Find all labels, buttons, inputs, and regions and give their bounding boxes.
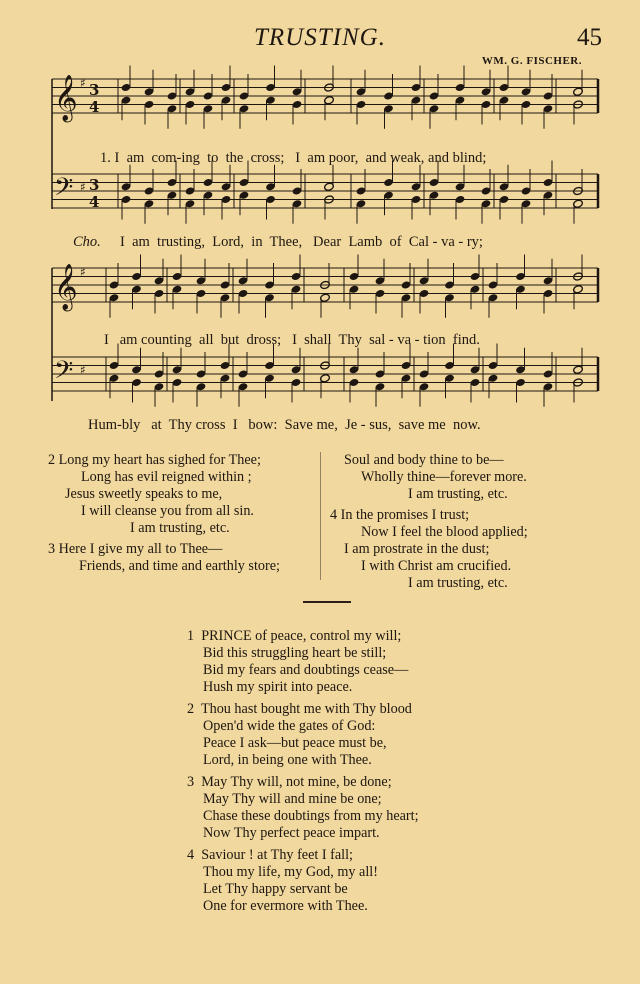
column-divider: [320, 452, 321, 580]
hymn2-verse-1: 1 PRINCE of peace, control my will; Bid this struggling heart be still; Bid my fears and doubtings cease— Hush my spirit into peace.: [187, 628, 409, 695]
svg-text:𝄞: 𝄞: [54, 264, 78, 310]
svg-text:𝄢: 𝄢: [54, 356, 74, 391]
hymn2-verse-3: 3 May Thy will, not mine, be done; May Thy will and mine be one; Chase these doubtings from my heart; Now Thy perfect peace impart.: [187, 774, 419, 841]
verse-2: 2 Long my heart has sighed for Thee; Long has evil reigned within ; Jesus sweetly speaks to me, I will cleanse you from all sin. I am trusting, etc.: [48, 452, 261, 536]
chorus-label: Cho.: [73, 234, 101, 250]
hymn1-right-column: [330, 452, 620, 592]
hymn2: [187, 628, 517, 915]
hymn2-verse-2: 2 Thou hast bought me with Thy blood Open'd wide the gates of God: Peace I ask—but peace must be, Lord, in being one with Thee.: [187, 701, 412, 768]
svg-text:♯: ♯: [80, 265, 86, 279]
svg-text:♯: ♯: [80, 363, 86, 377]
svg-text:4: 4: [89, 98, 100, 116]
verse-3-cont: Soul and body thine to be— Wholly thine—forever more. I am trusting, etc.: [344, 452, 527, 502]
hymn-title: TRUSTING.: [254, 24, 386, 51]
svg-text:♯: ♯: [80, 76, 86, 90]
svg-text:3: 3: [89, 176, 100, 194]
page-number: 45: [577, 24, 602, 51]
music-score: [0, 0, 640, 450]
svg-text:𝄢: 𝄢: [54, 173, 74, 208]
system2-treble-lyrics: I am counting all but dross; I shall Thy sal - va - tion find.: [104, 332, 480, 348]
verse-4: 4 In the promises I trust; Now I feel the blood applied; I am prostrate in the dust; I with Christ am crucified. I am trusting, etc.: [330, 507, 528, 591]
svg-text:♯: ♯: [80, 180, 86, 194]
svg-text:𝄞: 𝄞: [54, 75, 78, 121]
composer-credit: WM. G. FISCHER.: [481, 55, 582, 67]
hymn1-left-column: [48, 452, 320, 575]
hymn2-verse-4: 4 Saviour ! at Thy feet I fall; Thou my life, my God, my all! Let Thy happy servant be One for evermore with Thee.: [187, 847, 378, 914]
system2-bass-lyrics: Hum-bly at Thy cross I bow: Save me, Je - sus, save me now.: [88, 417, 481, 433]
verse-3: 3 Here I give my all to Thee— Friends, and time and earthly store;: [48, 541, 280, 574]
system1-bass-lyrics: I am trusting, Lord, in Thee, Dear Lamb of Cal - va - ry;: [120, 234, 483, 250]
svg-text:3: 3: [89, 81, 100, 99]
svg-text:4: 4: [89, 193, 100, 211]
system1-treble-lyrics: 1. I am com-ing to the cross; I am poor, and weak, and blind;: [100, 150, 487, 166]
section-rule: [303, 601, 351, 603]
